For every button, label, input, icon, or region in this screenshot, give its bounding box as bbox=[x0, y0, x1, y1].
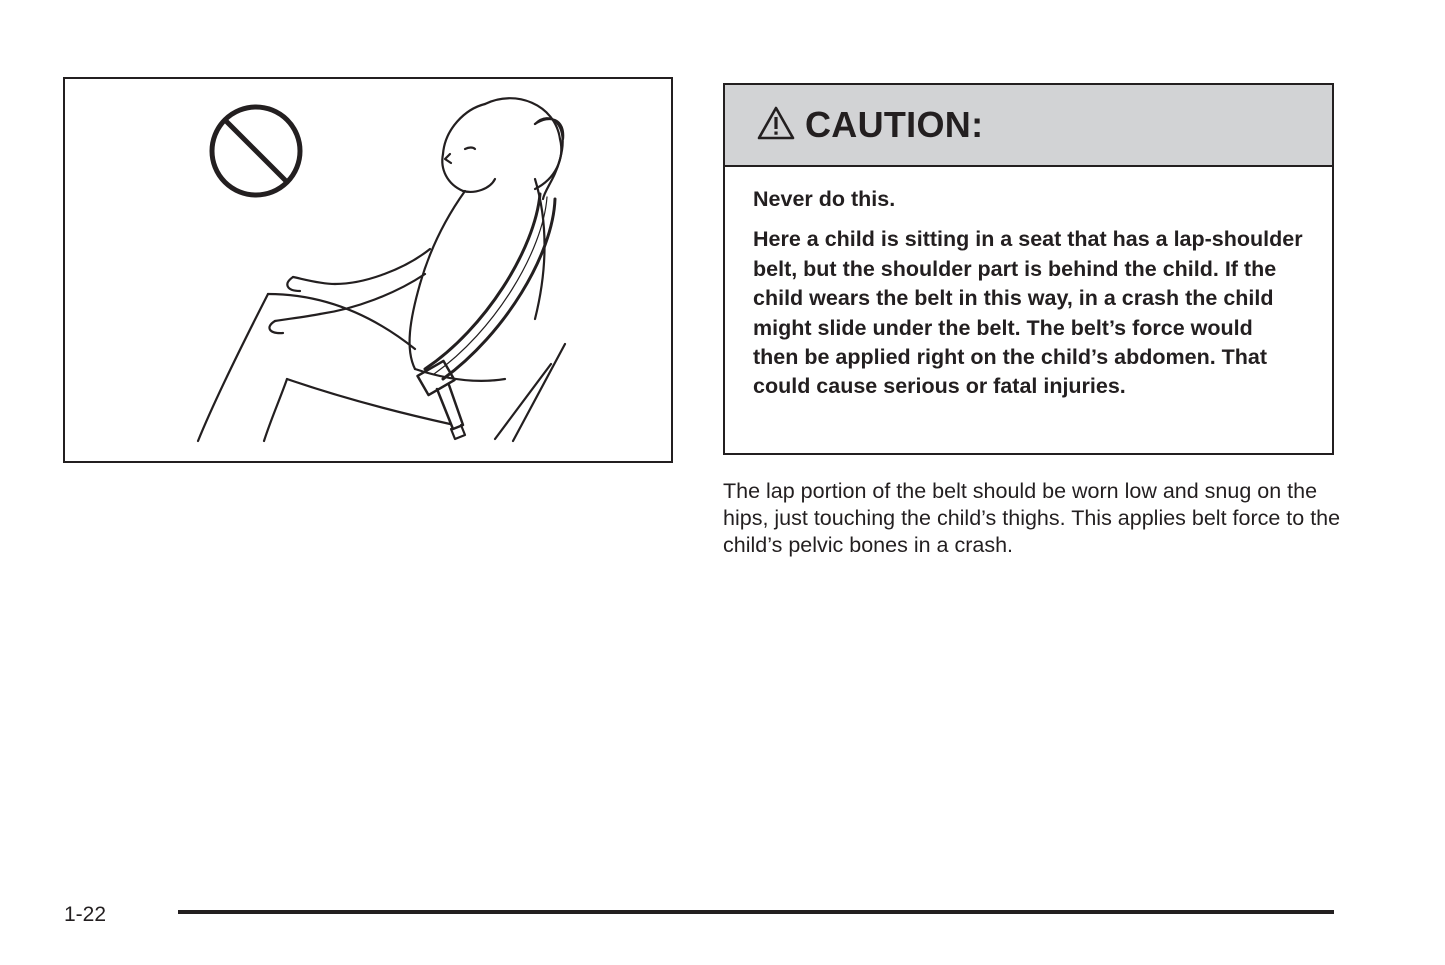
caution-paragraph: Never do this. bbox=[753, 187, 896, 211]
page-number: 1-22 bbox=[64, 903, 107, 926]
caution-title: CAUTION: bbox=[805, 104, 984, 145]
caution-header bbox=[725, 85, 1332, 167]
warning-triangle-icon bbox=[757, 106, 795, 140]
body-paragraph: The lap portion of the belt should be worn low and snug on the hips, just touching the child’s thighs. This applies belt force to the child’s pelvic bones in a crash. bbox=[723, 479, 1341, 557]
illustration-frame bbox=[63, 77, 673, 463]
prohibited-icon bbox=[212, 107, 300, 195]
caution-body bbox=[725, 167, 1332, 402]
footer-rule bbox=[178, 910, 1334, 914]
caution-paragraph: Here a child is sitting in a seat that has a lap-shoulder belt, but the shoulder part is behind the child. If the child wears the belt in this way, in a crash the child might slide under the belt. The belt’s force would then be applied right on the child’s abdomen. That could cause serious or fatal injuries. bbox=[753, 227, 1303, 399]
caution-box bbox=[723, 83, 1334, 455]
child-seatbelt-illustration bbox=[65, 79, 671, 461]
